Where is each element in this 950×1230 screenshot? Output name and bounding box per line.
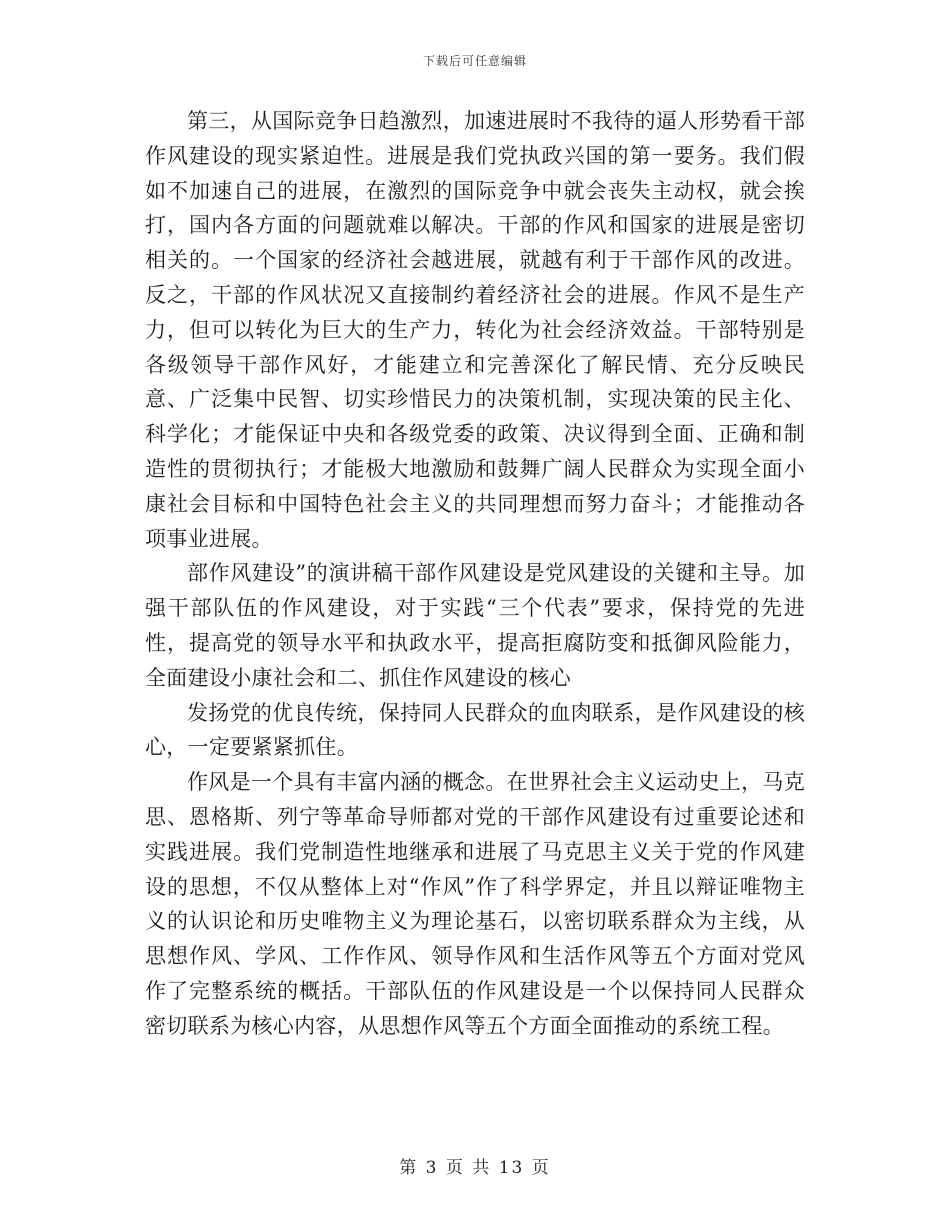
document-body [145,104,805,1044]
page-header: 下载后可任意编辑 [422,54,527,68]
page-number-footer: 第 3 页 共 13 页 [399,1158,551,1178]
paragraph: 发扬党的优良传统，保持同人民群众的血肉联系，是作风建设的核心，一定要紧紧抓住。 [145,700,805,760]
paragraph: 作风是一个具有丰富内涵的概念。在世界社会主义运动史上，马克思、恩格斯、列宁等革命导师都对党的干部作风建设有过重要论述和实践进展。我们党制造性地继承和进展了马克思主义关于党的作风建设的思想，不仅从整体上对“作风”作了科学界定，并且以辩证唯物主义的认识论和历史唯物主义为理论基石，以密切联系群众为主线，从思想作风、学风、工作作风、领导作风和生活作风等五个方面对党风作了完整系统的概括。干部队伍的作风建设是一个以保持同人民群众密切联系为核心内容，从思想作风等五个方面全面推动的系统工程。 [145,770,805,1038]
paragraph: 第三，从国际竞争日趋激烈，加速进展时不我待的逼人形势看干部作风建设的现实紧迫性。进展是我们党执政兴国的第一要务。我们假如不加速自己的进展，在激烈的国际竞争中就会丧失主动权，就会挨打，国内各方面的问题就难以解决。干部的作风和国家的进展是密切相关的。一个国家的经济社会越进展，就越有利于干部作风的改进。反之，干部的作风状况又直接制约着经济社会的进展。作风不是生产力，但可以转化为巨大的生产力，转化为社会经济效益。干部特别是各级领导干部作风好，才能建立和完善深化了解民情、充分反映民意、广泛集中民智、切实珍惜民力的决策机制，实现决策的民主化、科学化；才能保证中央和各级党委的政策、决议得到全面、正确和制造性的贯彻执行；才能极大地激励和鼓舞广阔人民群众为实现全面小康社会目标和中国特色社会主义的共同理想而努力奋斗；才能推动各项事业进展。 [145,109,805,551]
paragraph: 部作风建设”的演讲稿干部作风建设是党风建设的关键和主导。加强干部队伍的作风建设，对于实践“三个代表”要求，保持党的先进性，提高党的领导水平和执政水平，提高拒腐防变和抵御风险能力，全面建设小康社会和二、抓住作风建设的核心 [145,561,805,690]
